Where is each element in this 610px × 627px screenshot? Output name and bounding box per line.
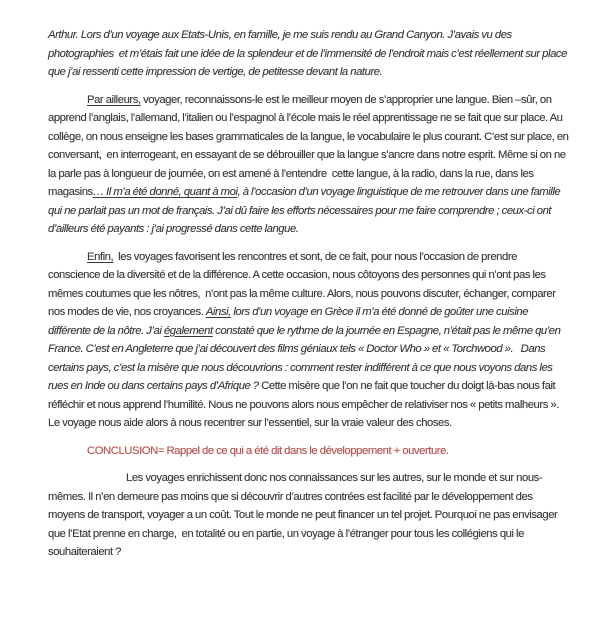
text-run: constaté que le rythme de la journée en Espagne, n’était pas le même qu’en France. C’est en Angleterre que j’ai découvert des films géniaux tels « Doctor Who » et « Torchwood ». Dans certains pays, c’est la misère que nous découvrions : comment rester indifférent à ce que nous voyons dans les rues en Inde ou dans certains pays d’Afrique ? xyxy=(48,324,563,392)
text-run: Les voyages enrichissent donc nos connaissances sur les autres, sur le monde et sur nous-mêmes. Il n’en demeure pas moins que si découvrir d’autres contrées est facilité par le développement des moyens de transport, voyager a un coût. Tout le monde ne peut financer un tel projet. Pourquoi ne pas envisager que l’Etat prenne en charge, en totalité ou en partie, un voyage à l’étranger pour tous les collégiens qui le souhaiteraient ? xyxy=(48,472,560,558)
text-run: … Il m’a été donné, quant à moi xyxy=(92,186,238,198)
paragraph-enfin xyxy=(48,248,570,433)
document-body xyxy=(48,26,570,562)
paragraph-par-ailleurs xyxy=(48,91,570,239)
paragraph-conclusion xyxy=(48,469,570,562)
text-run: Enfin, xyxy=(87,250,114,263)
text-run: les voyages favorisent les rencontres et sont, de ce fait, pour nous l’occasion de prendre conscience de la diversité et de la différence. A cette occasion, nous côtoyons des personnes qui n’ont pas les mêmes coutumes que les nôtres, n’ont pas la même culture. Alors, nous pouvons discuter, échanger, comparer nos modes de vie, nos croyances. xyxy=(48,250,559,318)
text-run: , à l’occasion d’un voyage linguistique de me retrouver dans une famille qui ne parlait pas un mot de français. J’ai dû faire les efforts nécessaires pour me faire comprendre ; ceux-ci ont d’ailleurs été payants : j’ai progressé dans cette langue. xyxy=(48,186,563,235)
conclusion-note xyxy=(48,442,570,461)
text-run: lors d’un voyage en Grèce il m’a été donné de goûter une cuisine différente de la nôtre. J’ai xyxy=(48,306,531,337)
text-run: Par ailleurs, xyxy=(87,93,141,106)
text-run: Ainsi, xyxy=(205,306,231,318)
text-run: Cette misère que l’on ne fait que toucher du doigt là-bas nous fait réfléchir et nous apprend l’humilité. Nous ne pouvons alors nous empêcher de relativiser nos « petits malheurs ». Le voyage nous aide alors à nous recentrer sur l’essentiel, sur la vraie valeur des choses. xyxy=(48,380,562,429)
text-run: CONCLUSION= Rappel de ce qui a été dit dans le développement + ouverture. xyxy=(87,444,449,457)
paragraph-intro-example xyxy=(48,26,570,82)
text-run: voyager, reconnaissons-le est le meilleur moyen de s’approprier une langue. Bien –sûr, on apprend l’anglais, l’allemand, l’italien ou l’espagnol à l’école mais le réel apprentissage ne se fait que sur place. Au collège, on nous enseigne les bases grammaticales de la langue, le vocabulaire le plus courant. C’est sur place, en conversant, en interrogeant, en essayant de se débrouiller que la langue s’ancre dans notre esprit. Même si on ne la parle pas à longueur de journée, on est amené à l’entendre cette langue, à la radio, dans la rue, dans les magasins xyxy=(48,93,572,198)
text-run: Arthur. Lors d’un voyage aux Etats-Unis, en famille, je me suis rendu au Grand Canyon. J’avais vu des photographies et m’étais fait une idée de la splendeur et de l’immensité de l’endroit mais c’est réellement sur place que j’ai ressenti cette impression de vertige, de petitesse devant la nature. xyxy=(48,29,570,78)
text-run: également xyxy=(163,324,213,337)
